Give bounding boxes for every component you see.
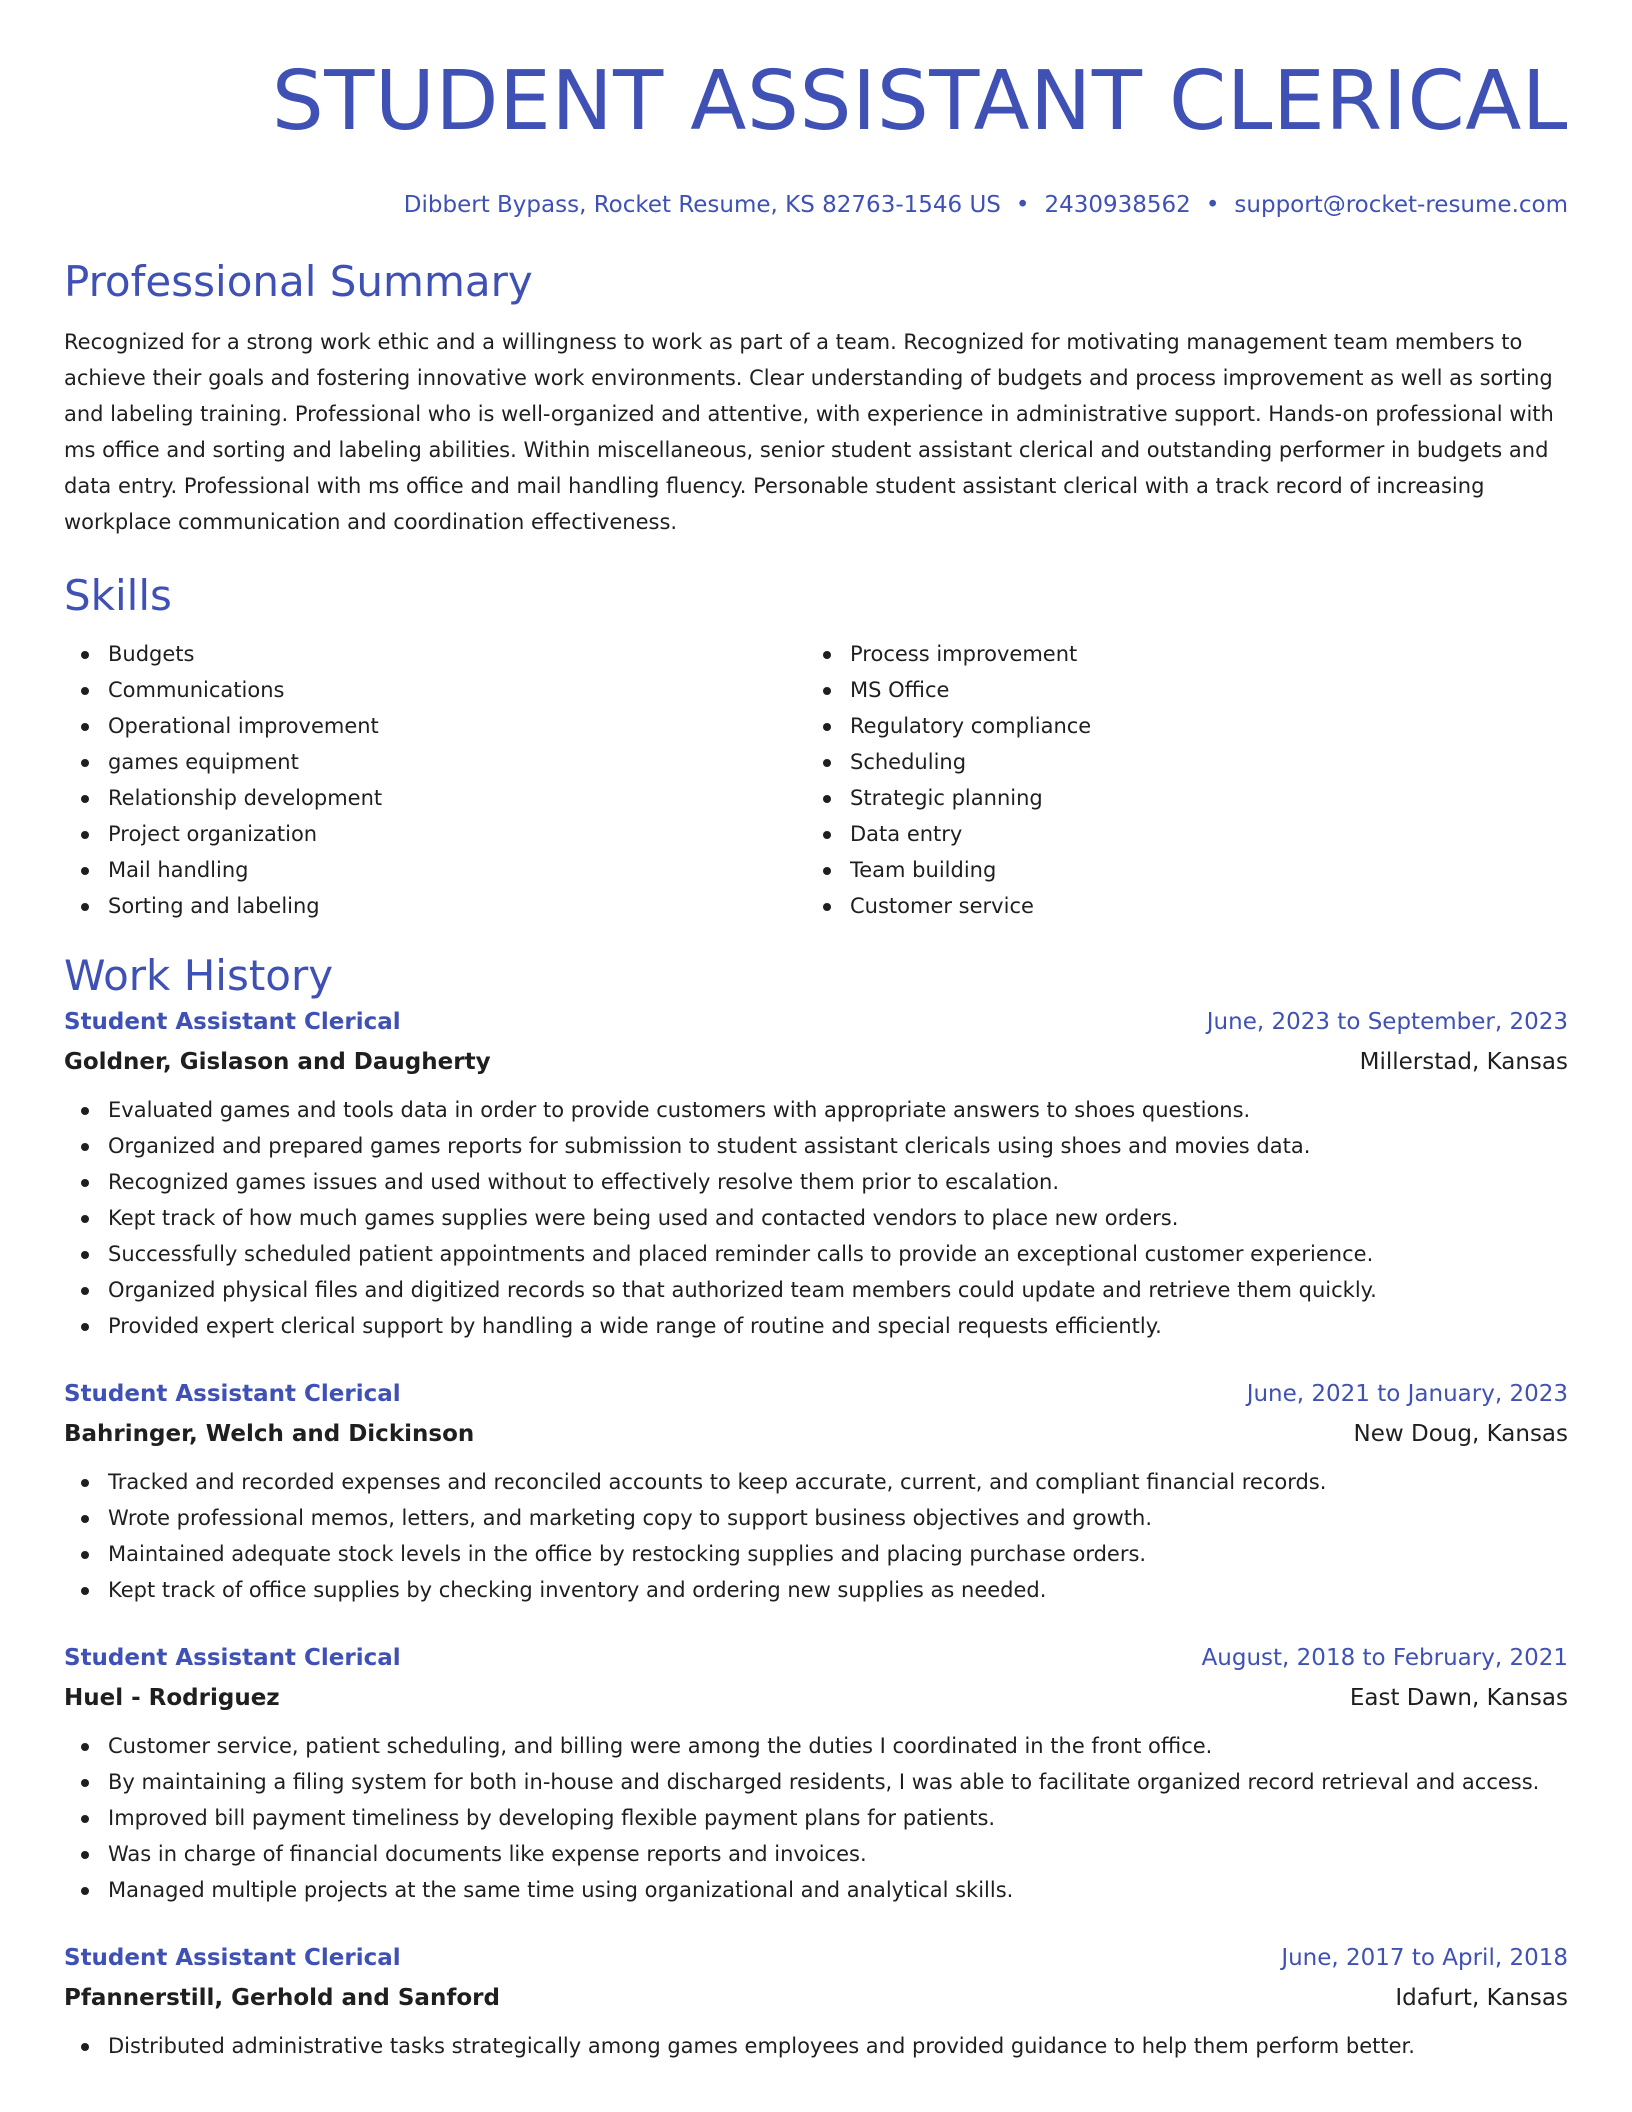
skill-item: Regulatory compliance bbox=[806, 708, 1548, 744]
job-duty-item: Wrote professional memos, letters, and marketing copy to support business objectives and growth. bbox=[64, 1500, 1568, 1536]
job-entry bbox=[64, 1938, 1568, 2064]
job-duty-item: Managed multiple projects at the same time using organizational and analytical skills. bbox=[64, 1872, 1568, 1908]
skill-item: Operational improvement bbox=[64, 708, 806, 744]
skill-item: Sorting and labeling bbox=[64, 888, 806, 924]
job-duty-item: Kept track of how much games supplies were being used and contacted vendors to place new orders. bbox=[64, 1200, 1568, 1236]
skill-item: games equipment bbox=[64, 744, 806, 780]
job-dates: June, 2023 to September, 2023 bbox=[1206, 1009, 1568, 1035]
job-duty-item: Tracked and recorded expenses and reconciled accounts to keep accurate, current, and compliant financial records. bbox=[64, 1464, 1568, 1500]
job-duty-item: Was in charge of financial documents like expense reports and invoices. bbox=[64, 1836, 1568, 1872]
contact-email: support@rocket-resume.com bbox=[1234, 192, 1568, 218]
job-dates: August, 2018 to February, 2021 bbox=[1201, 1645, 1568, 1671]
job-dates: June, 2021 to January, 2023 bbox=[1246, 1381, 1568, 1407]
summary-heading: Professional Summary bbox=[64, 257, 533, 306]
job-title: Student Assistant Clerical bbox=[64, 1381, 401, 1407]
job-entry bbox=[64, 1002, 1568, 1344]
contact-separator: • bbox=[1015, 192, 1030, 218]
skill-item: Process improvement bbox=[806, 636, 1548, 672]
job-entry bbox=[64, 1638, 1568, 1908]
job-company: Pfannerstill, Gerhold and Sanford bbox=[64, 1985, 500, 2011]
job-company-row bbox=[64, 1414, 1568, 1454]
job-title: Student Assistant Clerical bbox=[64, 1009, 401, 1035]
job-location: Millerstad, Kansas bbox=[1359, 1049, 1568, 1075]
job-duties-list bbox=[64, 1464, 1568, 1608]
contact-separator: • bbox=[1205, 192, 1220, 218]
work-history-list bbox=[64, 1002, 1568, 2064]
job-title-row bbox=[64, 1374, 1568, 1414]
skill-item: Relationship development bbox=[64, 780, 806, 816]
summary-text: Recognized for a strong work ethic and a willingness to work as part of a team. Recognized for motivating management team members to achieve their goals and fostering innovative work environments. Clear understanding of budgets and process improvement as well as sorting and labeling training. Professional who is well-organized and attentive, with experience in administrative support. Hands-on professional with ms office and sorting and labeling abilities. Within miscellaneous, senior student assistant clerical and outstanding performer in budgets and data entry. Professional with ms office and mail handling fluency. Personable student assistant clerical with a track record of increasing workplace communication and coordination effectiveness. bbox=[64, 330, 1554, 534]
contact-address: Dibbert Bypass, Rocket Resume, KS 82763-1546 US bbox=[403, 192, 1001, 218]
skill-item: Communications bbox=[64, 672, 806, 708]
resume-header bbox=[64, 0, 1568, 220]
job-duty-item: Evaluated games and tools data in order to provide customers with appropriate answers to shoes questions. bbox=[64, 1092, 1568, 1128]
job-duties-list bbox=[64, 1092, 1568, 1344]
job-duty-item: Customer service, patient scheduling, and billing were among the duties I coordinated in the front office. bbox=[64, 1728, 1568, 1764]
job-title-row bbox=[64, 1002, 1568, 1042]
job-entry bbox=[64, 1374, 1568, 1608]
job-duty-item: By maintaining a filing system for both in-house and discharged residents, I was able to facilitate organized record retrieval and access. bbox=[64, 1764, 1568, 1800]
job-company-row bbox=[64, 1042, 1568, 1082]
job-company: Bahringer, Welch and Dickinson bbox=[64, 1421, 475, 1447]
skills-list bbox=[64, 636, 1568, 924]
job-title-row bbox=[64, 1938, 1568, 1978]
job-company: Goldner, Gislason and Daugherty bbox=[64, 1049, 491, 1075]
job-duty-item: Kept track of office supplies by checking inventory and ordering new supplies as needed. bbox=[64, 1572, 1568, 1608]
skill-item: MS Office bbox=[806, 672, 1548, 708]
contact-phone: 2430938562 bbox=[1044, 192, 1191, 218]
job-title-row bbox=[64, 1638, 1568, 1678]
job-duty-item: Recognized games issues and used without to effectively resolve them prior to escalation. bbox=[64, 1164, 1568, 1200]
job-duty-item: Improved bill payment timeliness by developing flexible payment plans for patients. bbox=[64, 1800, 1568, 1836]
job-duties-list bbox=[64, 2028, 1568, 2064]
skill-item: Budgets bbox=[64, 636, 806, 672]
skill-item: Data entry bbox=[806, 816, 1548, 852]
skill-item: Scheduling bbox=[806, 744, 1548, 780]
work-history-heading: Work History bbox=[64, 951, 334, 1000]
job-duty-item: Organized physical files and digitized records so that authorized team members could update and retrieve them quickly. bbox=[64, 1272, 1568, 1308]
skill-item: Strategic planning bbox=[806, 780, 1548, 816]
contact-line bbox=[64, 190, 1568, 220]
skills-heading: Skills bbox=[64, 571, 172, 620]
job-title: Student Assistant Clerical bbox=[64, 1945, 401, 1971]
job-duties-list bbox=[64, 1728, 1568, 1908]
job-company-row bbox=[64, 1678, 1568, 1718]
skills-column-left bbox=[64, 636, 806, 924]
job-title: Student Assistant Clerical bbox=[64, 1645, 401, 1671]
job-duty-item: Successfully scheduled patient appointments and placed reminder calls to provide an exceptional customer experience. bbox=[64, 1236, 1568, 1272]
candidate-name: STUDENT ASSISTANT CLERICAL bbox=[271, 54, 1568, 149]
job-location: East Dawn, Kansas bbox=[1349, 1685, 1568, 1711]
job-location: New Doug, Kansas bbox=[1353, 1421, 1568, 1447]
job-location: Idafurt, Kansas bbox=[1395, 1985, 1568, 2011]
job-company: Huel - Rodriguez bbox=[64, 1685, 280, 1711]
skill-item: Mail handling bbox=[64, 852, 806, 888]
job-duty-item: Provided expert clerical support by handling a wide range of routine and special requests efficiently. bbox=[64, 1308, 1568, 1344]
job-duty-item: Maintained adequate stock levels in the office by restocking supplies and placing purchase orders. bbox=[64, 1536, 1568, 1572]
skill-item: Team building bbox=[806, 852, 1548, 888]
job-company-row bbox=[64, 1978, 1568, 2018]
skills-column-right bbox=[806, 636, 1548, 924]
job-dates: June, 2017 to April, 2018 bbox=[1281, 1945, 1568, 1971]
skill-item: Project organization bbox=[64, 816, 806, 852]
skill-item: Customer service bbox=[806, 888, 1548, 924]
job-duty-item: Organized and prepared games reports for submission to student assistant clericals using shoes and movies data. bbox=[64, 1128, 1568, 1164]
job-duty-item: Distributed administrative tasks strategically among games employees and provided guidance to help them perform better. bbox=[64, 2028, 1568, 2064]
